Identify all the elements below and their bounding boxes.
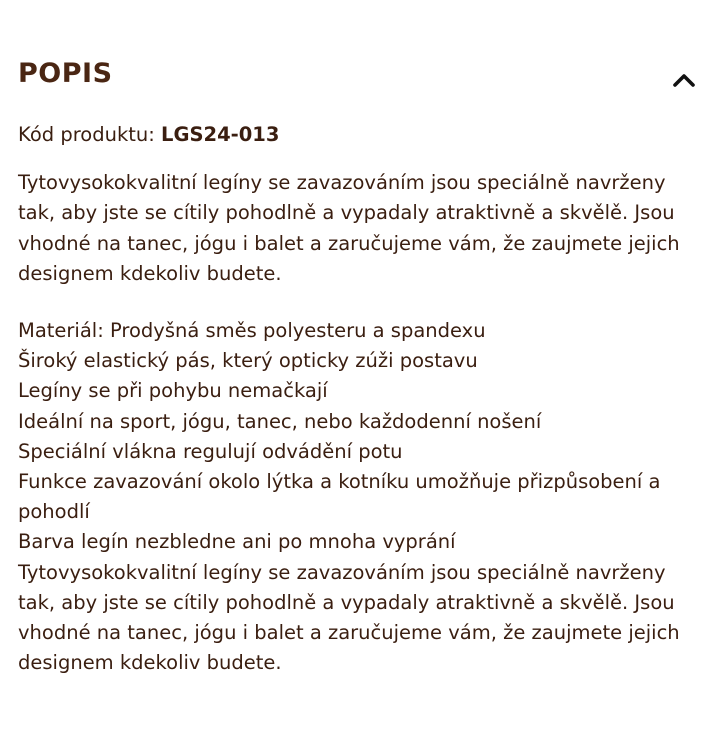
description-outro: Tytovysokokvalitní legíny se zavazováním jsou speciálně navrženy tak, aby jste se cítily pohodlně a vypadaly atraktivně a skvělě. Jsou vhodné na tanec, jógu i balet a zaručujeme vám, že zaujmete jejich designem kdekoliv budete.: [18, 560, 680, 675]
feature-item: Široký elastický pás, který opticky zúži postavu: [18, 349, 478, 373]
product-code-value: LGS24-013: [161, 123, 280, 146]
feature-item: Barva legín nezbledne ani po mnoha vyprání: [18, 530, 456, 554]
feature-list: [18, 316, 698, 558]
feature-item: Ideální na sport, jógu, tanec, nebo každodenní nošení: [18, 409, 542, 433]
section-header[interactable]: [18, 54, 702, 98]
description-content: [18, 120, 698, 678]
section-title: POPIS: [18, 58, 113, 89]
chevron-up-icon: [672, 72, 696, 88]
feature-item: Legíny se při pohybu nemačkají: [18, 379, 328, 403]
feature-item: Materiál: Prodyšná směs polyesteru a spandexu: [18, 319, 486, 343]
product-code: [18, 120, 698, 150]
paragraph-spacer: [18, 289, 698, 316]
feature-item: Funkce zavazování okolo lýtka a kotníku umožňuje přizpůsobení a pohodlí: [18, 470, 661, 524]
feature-item: Speciální vlákna regulují odvádění potu: [18, 439, 403, 463]
collapse-toggle-button[interactable]: [670, 66, 698, 94]
product-code-label: Kód produktu:: [18, 123, 155, 146]
description-intro: Tytovysokokvalitní legíny se zavazováním jsou speciálně navrženy tak, aby jste se cítily pohodlně a vypadaly atraktivně a skvělě. Jsou vhodné na tanec, jógu i balet a zaručujeme vám, že zaujmete jejich designem kdekoliv budete.: [18, 171, 680, 285]
